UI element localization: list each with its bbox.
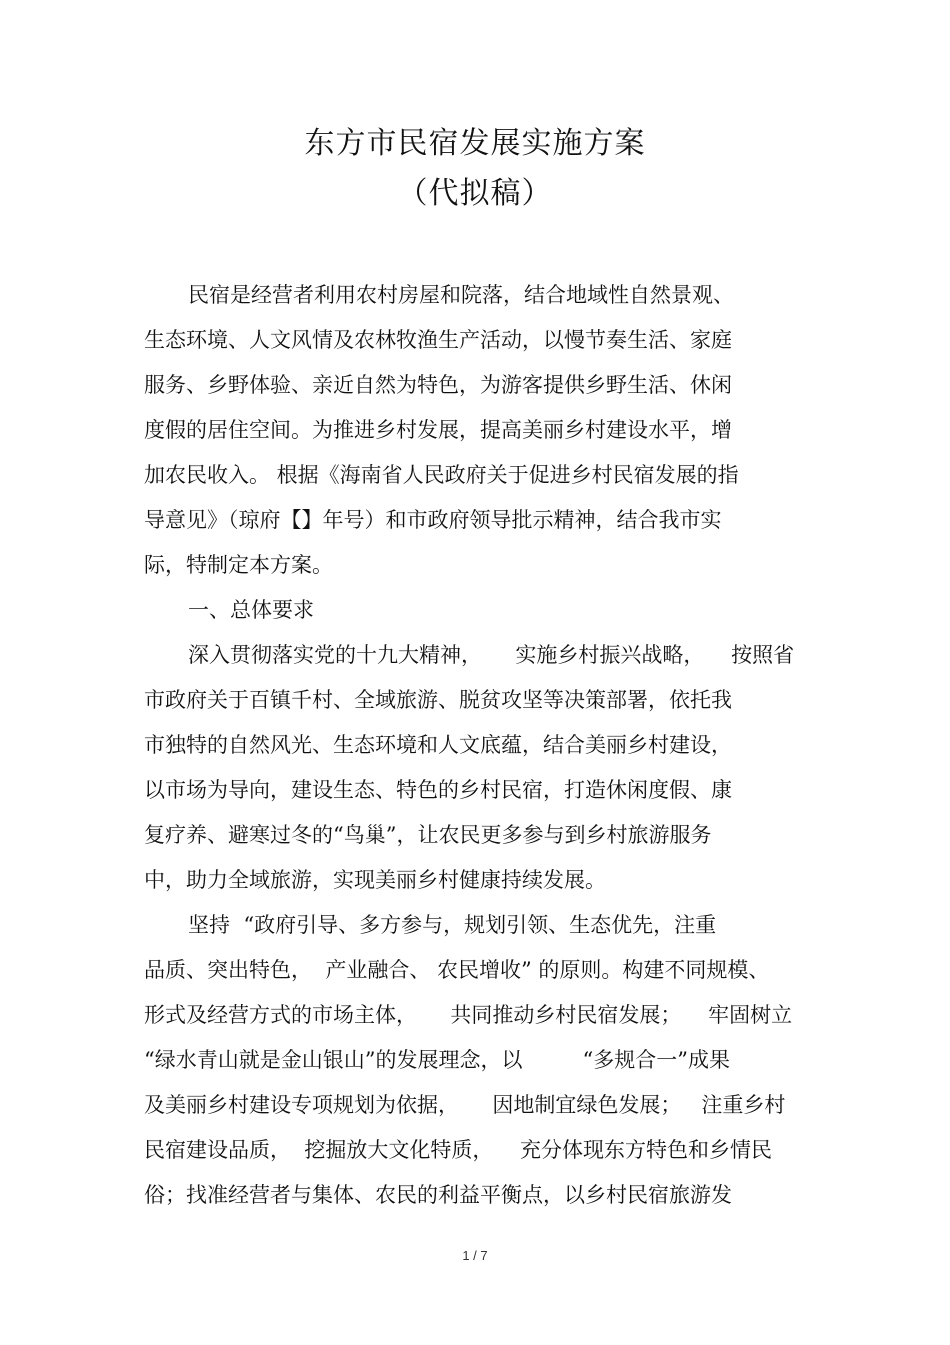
- body-line-1: 民宿是经营者利用农村房屋和院落，结合地域性自然景观、: [188, 283, 734, 307]
- body-line-7: 际，特制定本方案。: [144, 553, 333, 577]
- body-line-6: 导意见》（琼府【】年号）和市政府领导批示精神，结合我市实: [144, 508, 722, 532]
- body-line-5: 加农民收入。 根据《海南省人民政府关于促进乡村民宿发展的指: [144, 463, 739, 487]
- body-line-2: 生态环境、人文风情及农林牧渔生产活动，以慢节奏生活、家庭: [144, 328, 732, 352]
- body-line-15: 坚持 “政府引导、多方参与，规划引领、生态优先，注重: [188, 913, 717, 937]
- body-line-4: 度假的居住空间。为推进乡村发展，提高美丽乡村建设水平，增: [144, 418, 732, 442]
- body-line-17: 形式及经营方式的市场主体， 共同推动乡村民宿发展； 牢固树立: [144, 1003, 793, 1027]
- section-heading-overall-requirements: 一、总体要求: [188, 598, 314, 622]
- document-title: 东方市民宿发展实施方案: [304, 126, 646, 161]
- page-number: 1 / 7: [462, 1248, 488, 1263]
- body-line-20: 民宿建设品质， 挖掘放大文化特质， 充分体现东方特色和乡情民: [144, 1138, 773, 1162]
- body-line-10: 市政府关于百镇千村、全域旅游、脱贫攻坚等决策部署，依托我: [144, 688, 732, 712]
- body-line-9: 深入贯彻落实党的十九大精神， 实施乡村振兴战略， 按照省: [188, 643, 795, 667]
- body-line-11: 市独特的自然风光、生态环境和人文底蕴，结合美丽乡村建设，: [144, 733, 732, 757]
- document-subtitle: （代拟稿）: [397, 176, 553, 211]
- body-line-3: 服务、乡野体验、亲近自然为特色，为游客提供乡野生活、休闲: [144, 373, 732, 397]
- body-line-21: 俗；找准经营者与集体、农民的利益平衡点，以乡村民宿旅游发: [144, 1183, 732, 1207]
- body-line-12: 以市场为导向，建设生态、特色的乡村民宿，打造休闲度假、康: [144, 778, 732, 802]
- body-line-13: 复疗养、避寒过冬的“鸟巢”，让农民更多参与到乡村旅游服务: [144, 823, 712, 847]
- body-line-18: “绿水青山就是金山银山”的发展理念，以 “多规合一”成果: [144, 1048, 731, 1072]
- body-line-16: 品质、突出特色， 产业融合、 农民增收” 的原则。构建不同规模、: [144, 958, 770, 982]
- body-line-14: 中，助力全域旅游，实现美丽乡村健康持续发展。: [144, 868, 606, 892]
- body-line-19: 及美丽乡村建设专项规划为依据， 因地制宜绿色发展； 注重乡村: [144, 1093, 786, 1117]
